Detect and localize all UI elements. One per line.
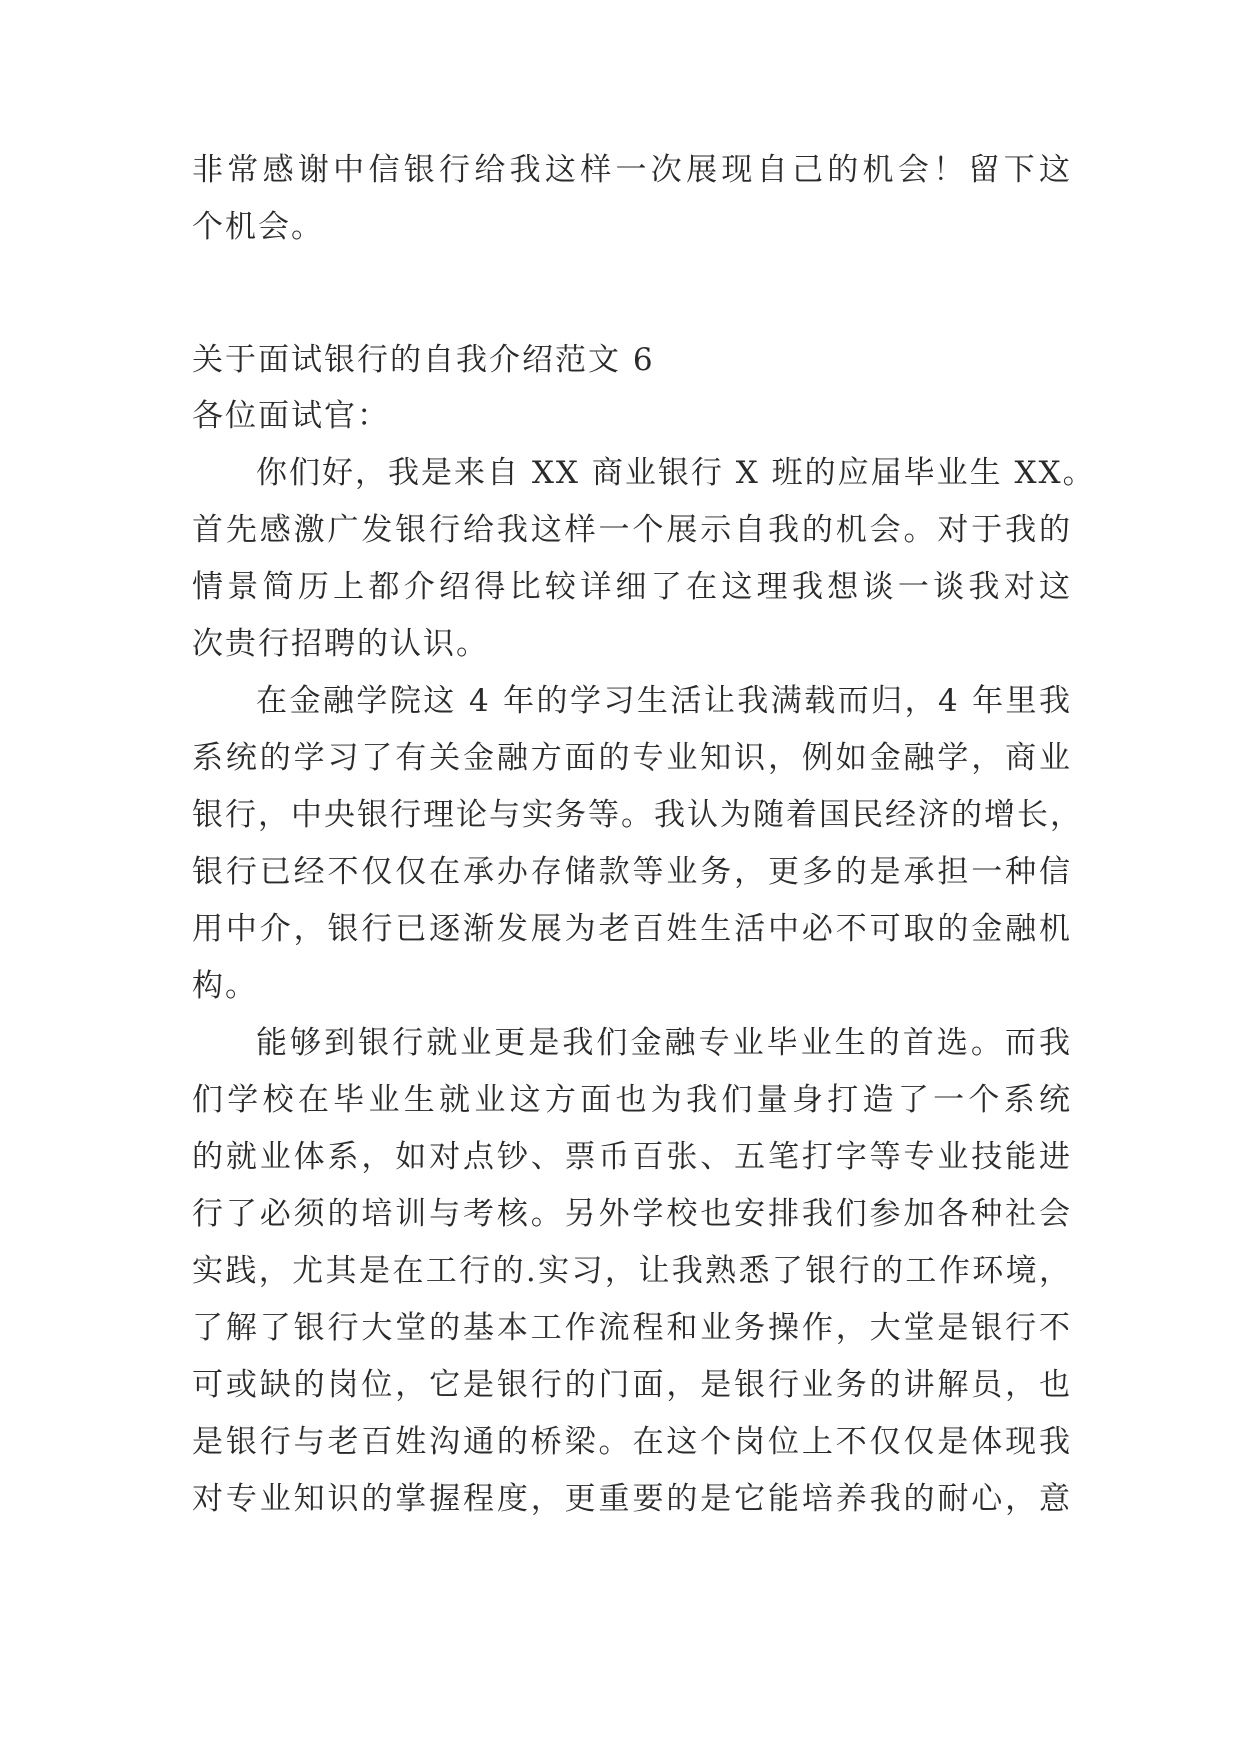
text-line: 你们好，我是来自 XX 商业银行 X 班的应届毕业生 XX。 — [256, 455, 1096, 491]
text-line: 情景简历上都介绍得比较详细了在这理我想谈一谈我对这 — [192, 569, 1072, 605]
text-line: 非常感谢中信银行给我这样一次展现自己的机会！留下这 — [192, 152, 1072, 188]
salutation: 各位面试官： — [192, 398, 390, 434]
text-line: 行了必须的培训与考核。另外学校也安排我们参加各种社会 — [192, 1196, 1072, 1232]
text-line: 的就业体系，如对点钞、票币百张、五笔打字等专业技能进 — [192, 1139, 1072, 1175]
text-line: 次贵行招聘的认识。 — [192, 626, 489, 662]
text-line: 个机会。 — [192, 209, 324, 245]
text-line: 银行，中央银行理论与实务等。我认为随着国民经济的增长， — [192, 797, 1083, 833]
text-line: 在金融学院这 4 年的学习生活让我满载而归，4 年里我 — [256, 683, 1072, 719]
text-line: 可或缺的岗位，它是银行的门面，是银行业务的讲解员，也 — [192, 1367, 1072, 1403]
text-line: 了解了银行大堂的基本工作流程和业务操作，大堂是银行不 — [192, 1310, 1072, 1346]
text-line: 系统的学习了有关金融方面的专业知识，例如金融学，商业 — [192, 740, 1072, 776]
text-line: 能够到银行就业更是我们金融专业毕业生的首选。而我 — [256, 1025, 1072, 1061]
text-line: 实践，尤其是在工行的.实习，让我熟悉了银行的工作环境， — [192, 1253, 1072, 1289]
text-line: 构。 — [192, 968, 258, 1004]
text-line: 们学校在毕业生就业这方面也为我们量身打造了一个系统 — [192, 1082, 1072, 1118]
text-line: 是银行与老百姓沟通的桥梁。在这个岗位上不仅仅是体现我 — [192, 1424, 1072, 1460]
text-line: 首先感激广发银行给我这样一个展示自我的机会。对于我的 — [192, 512, 1072, 548]
text-line: 银行已经不仅仅在承办存储款等业务，更多的是承担一种信 — [192, 854, 1072, 890]
section-title: 关于面试银行的自我介绍范文 6 — [192, 342, 655, 378]
text-line: 用中介，银行已逐渐发展为老百姓生活中必不可取的金融机 — [192, 911, 1072, 947]
text-line: 对专业知识的掌握程度，更重要的是它能培养我的耐心，意 — [192, 1481, 1072, 1517]
